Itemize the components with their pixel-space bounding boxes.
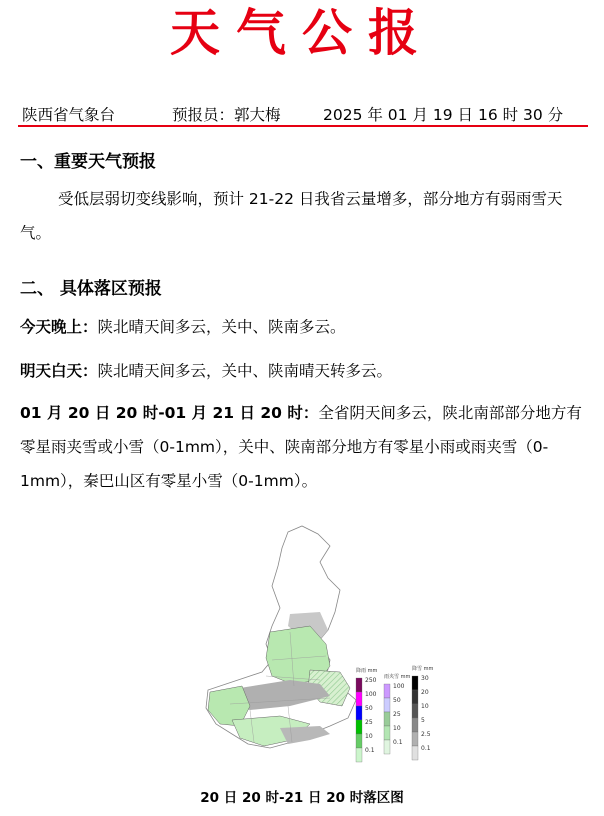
legend-snow-value-label: 5 (421, 717, 425, 724)
forecast-tomorrow (20, 354, 588, 388)
legend-snow-title: 降雪 mm (412, 666, 434, 672)
legend-snow-value-label: 10 (421, 703, 429, 710)
legend-sleet-swatch (384, 740, 390, 754)
legend-snow-swatch (412, 732, 418, 746)
legend-snow-value-label: 0.1 (421, 745, 431, 752)
legend-snow-swatch (412, 746, 418, 760)
tomorrow-text: 陕北晴天间多云，关中、陕南晴天转多云。 (97, 362, 393, 380)
legend-rain-value-label: 50 (365, 705, 373, 712)
legend-rain-value-label: 250 (365, 677, 377, 684)
section-heading-area-forecast: 二、 具体落区预报 (20, 279, 162, 299)
legend-snow-value-label: 30 (421, 675, 429, 682)
legend-snow-swatch (412, 690, 418, 704)
issue-datetime: 2025 年 01 月 19 日 16 时 30 分 (323, 106, 564, 124)
map-legend (356, 665, 433, 762)
legend-rain-swatch (356, 734, 362, 748)
header-divider (18, 125, 588, 127)
issuing-agency: 陕西省气象台 (22, 106, 116, 124)
legend-rain-value-label: 25 (365, 719, 373, 726)
legend-rain-swatch (356, 748, 362, 762)
legend-rain-swatch (356, 692, 362, 706)
legend-rain-value-label: 100 (365, 691, 377, 698)
forecaster: 预报员：郭大梅 (172, 106, 281, 124)
important-weather-text: 受低层弱切变线影响，预计 21-22 日我省云量增多，部分地方有弱雨雪天气。 (20, 190, 563, 242)
tomorrow-label: 明天白天： (20, 362, 98, 380)
shaanxi-map-svg (170, 520, 445, 770)
legend-rain-swatch (356, 678, 362, 692)
tonight-label: 今天晚上： (20, 318, 98, 336)
legend-rain-title: 降雨 mm (356, 668, 378, 674)
map-caption: 20 日 20 时-21 日 20 时落区图 (200, 790, 404, 806)
forecast-period (20, 396, 588, 498)
legend-rain-value-label: 0.1 (365, 747, 375, 754)
legend-rain-swatch (356, 720, 362, 734)
legend-sleet-swatch (384, 726, 390, 740)
legend-rain-value-label: 10 (365, 733, 373, 740)
legend-snow-value-label: 2.5 (421, 731, 431, 738)
legend-snow-swatch (412, 718, 418, 732)
legend-sleet-title: 雨夹雪 mm (384, 674, 411, 680)
section-heading-important-weather: 一、重要天气预报 (20, 152, 156, 172)
tonight-text: 陕北晴天间多云，关中、陕南多云。 (97, 318, 346, 336)
legend-sleet-swatch (384, 684, 390, 698)
legend-sleet-value-label: 50 (393, 697, 401, 704)
forecast-tonight (20, 310, 588, 344)
bulletin-header (0, 104, 604, 126)
bulletin-title: 天气公报 (170, 3, 434, 62)
legend-rain-swatch (356, 706, 362, 720)
legend-sleet-value-label: 0.1 (393, 739, 403, 746)
legend-sleet-value-label: 10 (393, 725, 401, 732)
precipitation-map (170, 520, 445, 770)
legend-sleet-value-label: 25 (393, 711, 401, 718)
legend-snow-swatch (412, 676, 418, 690)
legend-snow-value-label: 20 (421, 689, 429, 696)
legend-snow-swatch (412, 704, 418, 718)
grey-area-south (280, 726, 330, 744)
period-label: 01 月 20 日 20 时-01 月 21 日 20 时： (20, 404, 319, 422)
period-text: 全省阴天间多云，陕北南部部分地方有零星雨夹雪或小雪（0-1mm），关中、陕南部分地方有零星小雨或雨夹雪（0-1mm），秦巴山区有零星小雪（0-1mm）。 (20, 404, 582, 490)
legend-sleet-swatch (384, 698, 390, 712)
legend-sleet-swatch (384, 712, 390, 726)
legend-sleet-value-label: 100 (393, 683, 405, 690)
